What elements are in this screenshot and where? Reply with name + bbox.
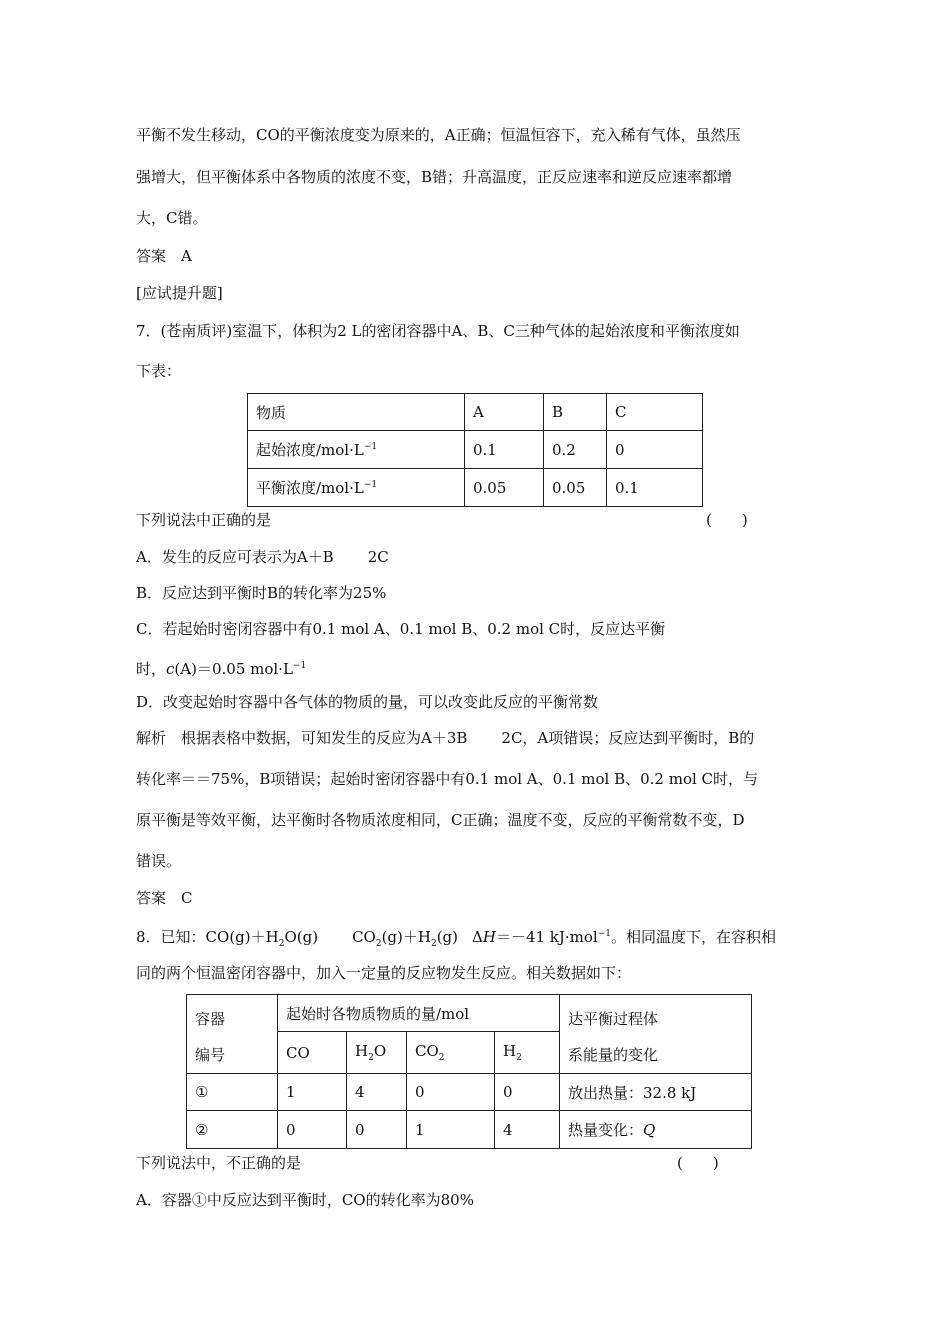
q8-stem-line-2: 同的两个恒温密闭容器中，加入一定量的反应物发生反应。相关数据如下： bbox=[136, 964, 632, 982]
q8-row-1-energy-text: 放出热量：32.8 kJ bbox=[568, 1083, 697, 1102]
q7-table-header-row bbox=[248, 394, 703, 431]
q8-col-h2o-a: H bbox=[355, 1042, 369, 1061]
q8-col-h2o-b: O bbox=[373, 1042, 387, 1061]
q7-table-row-equilibrium bbox=[248, 469, 703, 507]
q7-option-c-line-2 bbox=[136, 655, 306, 680]
q8-stem-a: 8．已知：CO(g)＋H bbox=[136, 928, 279, 946]
q8-col-co: CO bbox=[278, 1032, 347, 1074]
q7-header-substance: 物质 bbox=[248, 394, 465, 431]
q8-row-2-energy bbox=[560, 1111, 752, 1149]
q8-stem-line-1 bbox=[136, 923, 776, 955]
answer-6: 答案 A bbox=[136, 247, 192, 265]
q8-header-container-2: 编号 bbox=[195, 1046, 226, 1064]
q7-row-eq-label bbox=[248, 469, 465, 507]
q8-row-2-energy-text: 热量变化： bbox=[568, 1121, 644, 1139]
q8-col-h2o-sub: 2 bbox=[368, 1053, 374, 1064]
q7-answer: 答案 C bbox=[136, 889, 193, 907]
q7-row-eq-b: 0.05 bbox=[544, 469, 607, 507]
q8-stem-sub-1: 2 bbox=[278, 939, 285, 949]
q7-stem-line-2: 下表： bbox=[136, 362, 182, 380]
q7-analysis-line-1 bbox=[136, 727, 754, 749]
q8-header-energy bbox=[560, 995, 752, 1074]
q7-row-initial-sup: −1 bbox=[363, 442, 378, 452]
q7-row-initial-a: 0.1 bbox=[465, 431, 544, 469]
q8-row-1-h2o: 4 bbox=[347, 1074, 407, 1111]
q8-row-1-h2: 0 bbox=[495, 1074, 560, 1111]
q7-prompt: 下列说法中正确的是 bbox=[136, 511, 272, 529]
q8-stem-h: H bbox=[482, 928, 496, 946]
q8-table-row-1 bbox=[187, 1074, 752, 1111]
q8-col-h2 bbox=[495, 1032, 560, 1074]
q8-stem-b: O(g) bbox=[284, 928, 319, 946]
q7-row-initial-b: 0.2 bbox=[544, 431, 607, 469]
q7-option-a bbox=[136, 546, 389, 568]
q7-row-initial-text: 起始浓度/mol·L bbox=[256, 441, 364, 459]
q7-table-row-initial bbox=[248, 431, 703, 469]
q8-header-energy-2: 系能量的变化 bbox=[568, 1046, 659, 1064]
q8-table-header-row-1 bbox=[187, 995, 752, 1032]
para-line-2: 强增大，但平衡体系中各物质的浓度不变，B错；升高温度，正反应速率和逆反应速率都增 bbox=[136, 168, 733, 186]
q8-stem-c: CO bbox=[352, 928, 376, 946]
q8-answer-paren: ( ) bbox=[677, 1154, 719, 1172]
q7-option-c-post: (A)＝0.05 mol·L bbox=[174, 660, 293, 678]
q7-row-eq-text: 平衡浓度/mol·L bbox=[256, 479, 364, 497]
q7-header-b: B bbox=[544, 394, 607, 431]
q8-option-a: A．容器①中反应达到平衡时，CO的转化率为80% bbox=[136, 1191, 474, 1209]
q8-row-1-id: ① bbox=[187, 1074, 278, 1111]
section-label: [应试提升题] bbox=[136, 284, 223, 302]
q7-answer-paren: ( ) bbox=[706, 511, 748, 529]
q7-option-b: B．反应达到平衡时B的转化率为25% bbox=[136, 584, 387, 602]
q8-header-container-1: 容器 bbox=[195, 1010, 226, 1028]
q8-stem-d: (g)＋H bbox=[381, 928, 431, 946]
q7-option-c-symbol: c bbox=[166, 660, 175, 678]
q8-stem-tail: 。相同温度下，在容积相 bbox=[611, 928, 777, 946]
q8-row-2-id: ② bbox=[187, 1111, 278, 1149]
q8-stem-sub-2: 2 bbox=[375, 939, 382, 949]
q8-table-row-2 bbox=[187, 1111, 752, 1149]
para-line-1: 平衡不发生移动，CO的平衡浓度变为原来的，A正确；恒温恒容下，充入稀有气体，虽然压 bbox=[136, 126, 741, 144]
q8-stem-sub-3: 2 bbox=[430, 939, 437, 949]
q8-col-co2 bbox=[407, 1032, 495, 1074]
q7-option-c-pre: 时， bbox=[136, 660, 167, 678]
q8-col-co2-a: CO bbox=[415, 1042, 439, 1061]
q7-analysis-1-post: 2C，A项错误；反应达到平衡时，B的 bbox=[501, 729, 755, 747]
q7-stem-line-1: 7．(苍南质评)室温下，体积为2 L的密闭容器中A、B、C三种气体的起始浓度和平衡浓度如 bbox=[136, 322, 740, 340]
q7-row-eq-a: 0.05 bbox=[465, 469, 544, 507]
q8-row-1-co: 1 bbox=[278, 1074, 347, 1111]
q8-prompt: 下列说法中，不正确的是 bbox=[136, 1154, 302, 1172]
q7-analysis-line-4: 错误。 bbox=[136, 852, 182, 870]
q8-stem-delta: Δ bbox=[472, 928, 483, 946]
q8-stem-sup: −1 bbox=[597, 929, 612, 939]
q7-option-c-line-1: C．若起始时密闭容器中有0.1 mol A、0.1 mol B、0.2 mol C时，反应达平衡 bbox=[136, 620, 666, 638]
q8-row-1-energy bbox=[560, 1074, 752, 1111]
q8-col-h2-sub: 2 bbox=[516, 1053, 522, 1064]
q8-col-h2o bbox=[347, 1032, 407, 1074]
q7-analysis-1-pre: 解析 根据表格中数据，可知发生的反应为A＋3B bbox=[136, 729, 468, 747]
q8-row-2-co: 0 bbox=[278, 1111, 347, 1149]
q7-option-a-post: 2C bbox=[367, 548, 389, 566]
q7-row-eq-c: 0.1 bbox=[607, 469, 703, 507]
q8-col-h2-a: H bbox=[503, 1042, 517, 1061]
q8-header-container bbox=[187, 995, 278, 1074]
q7-option-d: D．改变起始时容器中各气体的物质的量，可以改变此反应的平衡常数 bbox=[136, 693, 599, 711]
q8-row-2-co2: 1 bbox=[407, 1111, 495, 1149]
para-line-3: 大，C错。 bbox=[136, 209, 208, 227]
q7-row-initial-label bbox=[248, 431, 465, 469]
q7-analysis-line-3: 原平衡是等效平衡，达平衡时各物质浓度相同，C正确；温度不变，反应的平衡常数不变，D bbox=[136, 811, 745, 829]
q8-row-2-h2o: 0 bbox=[347, 1111, 407, 1149]
q7-header-a: A bbox=[465, 394, 544, 431]
q8-row-2-h2: 4 bbox=[495, 1111, 560, 1149]
q8-col-co2-sub: 2 bbox=[438, 1053, 445, 1064]
q7-option-c-sup: −1 bbox=[292, 661, 307, 671]
q7-analysis-line-2: 转化率＝＝75%，B项错误；起始时密闭容器中有0.1 mol A、0.1 mol B、0.2 mol C时，与 bbox=[136, 770, 759, 788]
q8-stem-e: (g) bbox=[436, 928, 459, 946]
q8-row-2-energy-italic: Q bbox=[643, 1121, 656, 1139]
q7-option-a-pre: A．发生的反应可表示为A＋B bbox=[136, 548, 334, 566]
q8-table bbox=[186, 994, 752, 1149]
q7-row-initial-c: 0 bbox=[607, 431, 703, 469]
q7-row-eq-sup: −1 bbox=[363, 480, 378, 490]
q8-stem-g: ＝－41 kJ·mol bbox=[495, 928, 598, 946]
q7-table bbox=[247, 393, 703, 507]
q8-header-initial: 起始时各物质物质的量/mol bbox=[278, 995, 560, 1032]
q7-header-c: C bbox=[607, 394, 703, 431]
q8-header-energy-1: 达平衡过程体 bbox=[568, 1010, 659, 1028]
q8-row-1-co2: 0 bbox=[407, 1074, 495, 1111]
